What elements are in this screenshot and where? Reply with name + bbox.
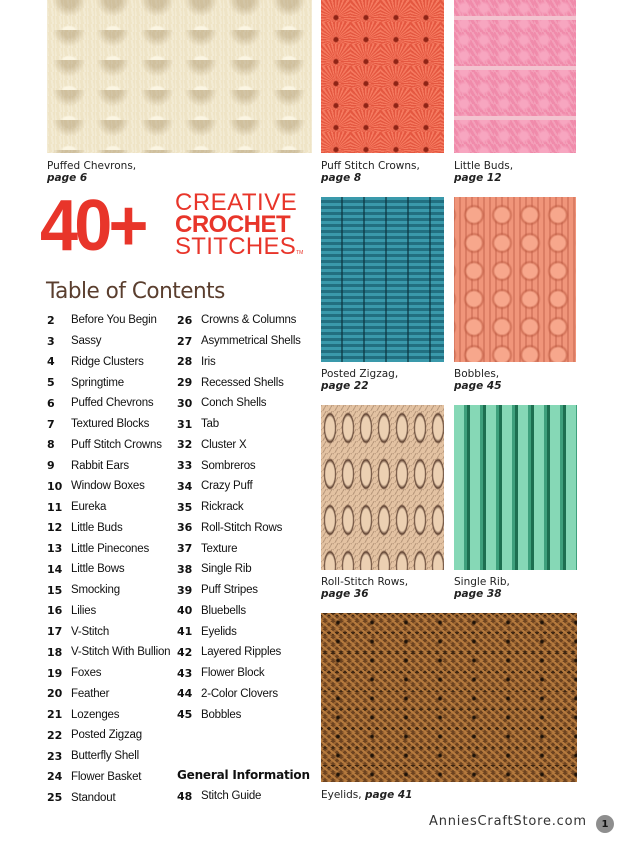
toc-page-number: 33 [177, 459, 193, 473]
toc-entry[interactable] [177, 310, 301, 331]
toc-page-number: 37 [177, 542, 193, 556]
swatch-photo-eyelids [321, 613, 577, 782]
toc-entry-label: Feather [71, 687, 110, 700]
caption-page[interactable]: page 45 [454, 380, 502, 392]
footer-website[interactable]: AnniesCraftStore.com [429, 814, 587, 829]
toc-entry[interactable] [177, 559, 301, 580]
toc-page-number: 44 [177, 687, 193, 701]
toc-entry-label: Window Boxes [71, 480, 145, 493]
trademark-symbol: TM [296, 250, 304, 256]
caption-page[interactable]: page 12 [454, 172, 502, 184]
toc-entry-label: 2-Color Clovers [201, 687, 278, 700]
toc-page-number: 3 [47, 334, 55, 348]
caption-page[interactable]: page 38 [454, 588, 502, 600]
toc-entry-label: Asymmetrical Shells [201, 335, 301, 348]
toc-entry-label: Little Buds [71, 521, 123, 534]
logo-stitches [175, 233, 315, 264]
toc-entry[interactable] [47, 414, 170, 435]
toc-entry[interactable] [177, 435, 301, 456]
toc-entry[interactable] [177, 372, 301, 393]
toc-entry[interactable] [177, 455, 301, 476]
toc-entry[interactable] [47, 310, 170, 331]
toc-entry-label: Ridge Clusters [71, 355, 144, 368]
toc-page-number: 26 [177, 313, 193, 327]
caption-name: Little Buds, [454, 160, 514, 172]
toc-entry[interactable] [47, 621, 170, 642]
toc-entry[interactable] [177, 684, 301, 705]
toc-entry-label: Sombreros [201, 459, 256, 472]
toc-page-number: 23 [47, 749, 63, 763]
swatch-photo-roll-stitch-rows [321, 405, 444, 570]
logo-stitches-text: STITCHES [175, 233, 297, 260]
toc-page-number: 25 [47, 791, 63, 805]
toc-page-number: 10 [47, 479, 63, 493]
caption-name: Bobbles, [454, 368, 500, 380]
toc-title: Table of Contents [46, 279, 225, 304]
toc-entry[interactable] [47, 601, 170, 622]
toc-page-number: 40 [177, 604, 193, 618]
logo-number: 40+ [40, 186, 145, 266]
toc-entry-label: Puff Stripes [201, 584, 258, 597]
toc-entry-label: Single Rib [201, 563, 252, 576]
toc-page-number: 16 [47, 604, 63, 618]
toc-column-right [177, 310, 301, 725]
toc-entry-label: Tab [201, 418, 219, 431]
toc-page-number: 24 [47, 770, 63, 784]
toc-entry[interactable] [177, 497, 301, 518]
toc-page-number: 34 [177, 479, 193, 493]
toc-entry[interactable] [177, 538, 301, 559]
toc-page-number: 4 [47, 355, 55, 369]
toc-entry-label: Conch Shells [201, 397, 267, 410]
toc-entry-label: Textured Blocks [71, 418, 150, 431]
toc-entry-label: Foxes [71, 667, 102, 680]
toc-entry-label: Rickrack [201, 501, 244, 514]
toc-entry-label: Eureka [71, 501, 107, 514]
toc-page-number: 19 [47, 666, 63, 680]
toc-entry-label: Layered Ripples [201, 646, 282, 659]
toc-page-number: 39 [177, 583, 193, 597]
toc-entry[interactable] [47, 704, 170, 725]
toc-entry[interactable] [177, 331, 301, 352]
caption-single-rib [454, 576, 510, 600]
toc-page-number: 20 [47, 687, 63, 701]
toc-page-number: 14 [47, 562, 63, 576]
toc-page-number: 36 [177, 521, 193, 535]
caption-name: Single Rib, [454, 576, 510, 588]
toc-entry[interactable] [47, 518, 170, 539]
logo-crochet: CROCHET [175, 211, 291, 238]
toc-entry-label: Puff Stitch Crowns [71, 438, 162, 451]
toc-entry-label: Eyelids [201, 625, 237, 638]
toc-entry[interactable] [177, 518, 301, 539]
toc-entry[interactable] [47, 684, 170, 705]
toc-page-number: 30 [177, 396, 193, 410]
toc-entry[interactable] [47, 538, 170, 559]
toc-entry-label: Sassy [71, 335, 102, 348]
caption-page[interactable]: page 36 [321, 588, 369, 600]
toc-entry-label: Posted Zigzag [71, 729, 142, 742]
toc-page-number: 32 [177, 438, 193, 452]
toc-page-number: 15 [47, 583, 63, 597]
toc-entry-label: Smocking [71, 584, 120, 597]
toc-entry-label: Recessed Shells [201, 376, 284, 389]
swatch-photo-bobbles [454, 197, 576, 362]
toc-entry[interactable] [47, 663, 170, 684]
toc-entry-label: V-Stitch With Bullion [71, 646, 171, 659]
caption-bobbles [454, 368, 502, 392]
caption-page[interactable]: page 41 [364, 789, 413, 801]
caption-roll-stitch-rows [321, 576, 408, 600]
caption-posted-zigzag [321, 368, 398, 392]
toc-entry[interactable] [47, 435, 170, 456]
toc-entry-label: Crowns & Columns [201, 314, 297, 327]
toc-entry[interactable] [47, 559, 170, 580]
toc-page-number: 27 [177, 334, 193, 348]
swatch-photo-single-rib [454, 405, 577, 570]
toc-entry-label: Little Pinecones [71, 542, 149, 555]
toc-entry-label: Roll-Stitch Rows [201, 521, 283, 534]
toc-entry[interactable] [177, 414, 301, 435]
toc-entry-label: Flower Block [201, 667, 265, 680]
page-number-badge: 1 [596, 815, 614, 833]
toc-entry-label: Crazy Puff [201, 480, 253, 493]
toc-entry-label: Before You Begin [71, 314, 157, 327]
toc-entry[interactable] [177, 704, 301, 725]
toc-page-number: 7 [47, 417, 55, 431]
caption-eyelids [321, 789, 412, 801]
toc-entry[interactable] [47, 455, 170, 476]
caption-puffed-chevrons [47, 160, 136, 184]
toc-entry-label: V-Stitch [71, 625, 110, 638]
logo-wordmark [175, 189, 315, 264]
swatch-photo-posted-zigzag [321, 197, 444, 362]
toc-page-number: 43 [177, 666, 193, 680]
toc-entry[interactable] [47, 352, 170, 373]
toc-page-number: 28 [177, 355, 193, 369]
toc-entry[interactable] [47, 331, 170, 352]
toc-entry[interactable] [47, 476, 170, 497]
toc-entry[interactable] [47, 372, 170, 393]
toc-page-number: 2 [47, 313, 55, 327]
toc-entry-label: Stitch Guide [201, 790, 262, 803]
toc-entry-label: Lozenges [71, 708, 120, 721]
toc-entry[interactable] [177, 621, 301, 642]
caption-page[interactable]: page 6 [47, 172, 88, 184]
toc-page-number: 5 [47, 376, 55, 390]
toc-entry[interactable] [177, 601, 301, 622]
toc-page-number: 9 [47, 459, 55, 473]
toc-general-list [177, 786, 261, 807]
toc-entry[interactable] [177, 642, 301, 663]
toc-entry-label: Bluebells [201, 604, 246, 617]
caption-puff-stitch-crowns [321, 160, 420, 184]
toc-entry-label: Springtime [71, 376, 124, 389]
toc-entry[interactable] [177, 786, 261, 807]
toc-page-number: 48 [177, 789, 193, 803]
toc-page-number: 11 [47, 500, 63, 514]
toc-page-number: 35 [177, 500, 193, 514]
caption-name: Eyelids, [321, 789, 362, 801]
caption-page[interactable]: page 22 [321, 380, 369, 392]
toc-page-number: 38 [177, 562, 193, 576]
toc-entry[interactable] [47, 746, 170, 767]
caption-name: Puff Stitch Crowns, [321, 160, 420, 172]
toc-page-number: 45 [177, 708, 193, 722]
toc-page-number: 12 [47, 521, 63, 535]
swatch-photo-puff-stitch-crowns [321, 0, 444, 153]
toc-entry[interactable] [177, 663, 301, 684]
toc-entry[interactable] [47, 393, 170, 414]
general-information-heading: General Information [177, 768, 310, 782]
toc-entry-label: Flower Basket [71, 770, 142, 783]
toc-page-number: 6 [47, 396, 55, 410]
toc-entry-label: Texture [201, 542, 238, 555]
toc-entry-label: Lilies [71, 604, 97, 617]
toc-entry[interactable] [47, 725, 170, 746]
toc-page-number: 22 [47, 728, 63, 742]
toc-entry-label: Rabbit Ears [71, 459, 129, 472]
toc-entry[interactable] [47, 580, 170, 601]
toc-page-number: 31 [177, 417, 193, 431]
toc-column-left [47, 310, 170, 808]
toc-entry[interactable] [177, 393, 301, 414]
toc-page-number: 41 [177, 625, 193, 639]
toc-entry-label: Butterfly Shell [71, 750, 139, 763]
swatch-photo-puffed-chevrons [47, 0, 312, 153]
toc-entry-label: Cluster X [201, 438, 247, 451]
toc-entry[interactable] [177, 476, 301, 497]
logo-creative: CREATIVE [175, 189, 298, 216]
caption-little-buds [454, 160, 513, 184]
caption-page[interactable]: page 8 [321, 172, 362, 184]
toc-entry-label: Puffed Chevrons [71, 397, 154, 410]
toc-entry[interactable] [47, 497, 170, 518]
toc-page-number: 17 [47, 625, 63, 639]
caption-name: Puffed Chevrons, [47, 160, 137, 172]
toc-entry[interactable] [47, 767, 170, 788]
toc-entry[interactable] [47, 642, 170, 663]
toc-entry[interactable] [177, 352, 301, 373]
toc-page-number: 42 [177, 645, 193, 659]
toc-page-number: 8 [47, 438, 55, 452]
toc-entry[interactable] [47, 787, 170, 808]
swatch-photo-little-buds [454, 0, 576, 153]
toc-entry-label: Iris [201, 355, 216, 368]
toc-page-number: 18 [47, 645, 63, 659]
toc-entry-label: Little Bows [71, 563, 125, 576]
toc-entry-label: Bobbles [201, 708, 242, 721]
toc-page-number: 13 [47, 542, 63, 556]
toc-page-number: 21 [47, 708, 63, 722]
caption-name: Roll-Stitch Rows, [321, 576, 409, 588]
toc-entry-label: Standout [71, 791, 116, 804]
toc-entry[interactable] [177, 580, 301, 601]
toc-page-number: 29 [177, 376, 193, 390]
caption-name: Posted Zigzag, [321, 368, 399, 380]
